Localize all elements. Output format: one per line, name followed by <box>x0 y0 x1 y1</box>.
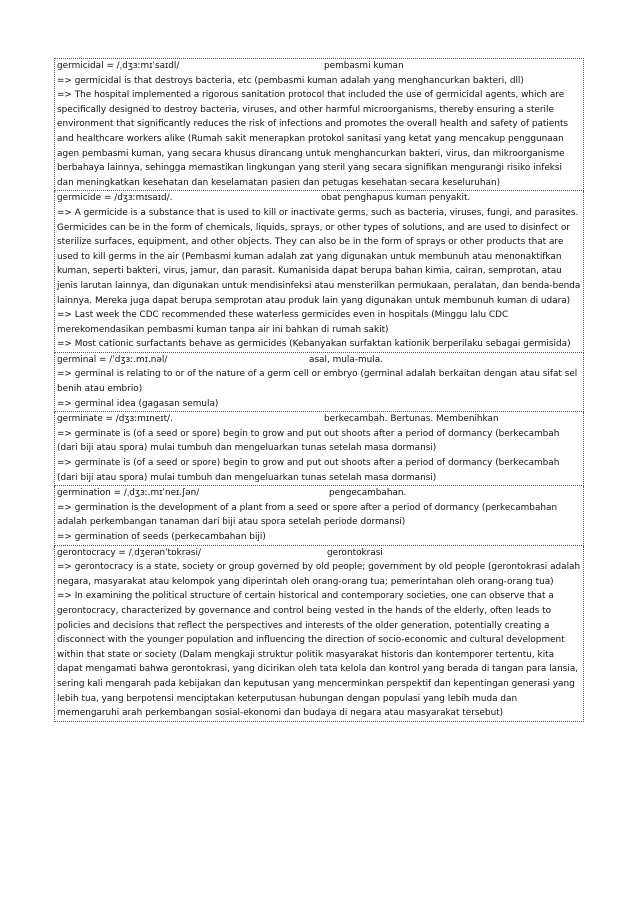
headword: gerontocracy = /ˌdʒerənˈtɒkrəsi/ <box>57 547 201 558</box>
entry-germinal <box>54 353 584 412</box>
example-line: => The hospital implemented a rigorous sanitation protocol that included the use of germicidal agents, which are specifically designed to destroy bacteria, viruses, and other harmful microorganisms, thereby ensuring a sterile environment that significantly reduces the risk of infections and promotes the overall health and safety of patients and healthcare workers alike (Rumah sakit menerapkan protokol sanitasi yang ketat yang mencakup penggunaan agen pembasmi kuman, yang secara khusus dirancang untuk menghancurkan bakteri, virus, dan mikroorganisme berbahaya lainnya, sehingga memastikan lingkungan yang steril yang secara signifikan mengurangi risiko infeksi dan meningkatkan kesehatan dan keselamatan pasien dan petugas kesehatan secara keseluruhan) <box>57 90 569 188</box>
meaning: berkecambah. Bertunas. Membenihkan <box>324 414 499 425</box>
entry-gerontocracy <box>54 546 584 722</box>
entry-head <box>57 486 581 501</box>
entry-head <box>57 412 581 427</box>
definition-line: => germination is the development of a plant from a seed or spore after a period of dormancy (perkecambahan adalah perkembangan tanaman dari biji atau spora setelah periode dormansi) <box>57 502 558 528</box>
entry-head <box>57 546 581 561</box>
meaning: gerontokrasi <box>327 547 383 558</box>
dictionary-page <box>54 58 584 722</box>
headword: germicidal = /ˌdʒɜːmɪˈsaɪdl/ <box>57 61 180 71</box>
entry-germicide <box>54 191 584 353</box>
example-line: => Most cationic surfactants behave as germicides (Kebanyakan surfaktan kationik berperilaku sebagai germisida) <box>57 339 571 350</box>
meaning: asal, mula-mula. <box>309 354 383 365</box>
example-line: => Last week the CDC recommended these waterless germicides even in hospitals (Minggu lalu CDC merekomendasikan pembasmi kuman tanpa air ini bahkan di rumah sakit) <box>57 310 509 335</box>
entry-head <box>57 191 581 206</box>
definition-line: => germicidal is that destroys bacteria, etc (pembasmi kuman adalah yang menghancurkan bakteri, dll) <box>57 75 524 86</box>
entry-head <box>57 59 581 74</box>
example-line: => germinate is (of a seed or spore) begin to grow and put out shoots after a period of dormancy (berkecambah (dari biji atau spora) mulai tumbuh dan mengeluarkan tunas setelah masa dormansi) <box>57 458 560 483</box>
definition-line: => germinal is relating to or of the nature of a germ cell or embryo (germinal adalah berkaitan dengan atau sifat sel benih atau embrio) <box>57 369 578 395</box>
headword: germicide = /dʒɜːmɪsaɪd/. <box>57 193 173 204</box>
headword: germinal = /ˈdʒɜː.mɪ.nəl/ <box>57 354 168 365</box>
meaning: pengecambahan. <box>329 488 407 499</box>
meaning: pembasmi kuman <box>324 61 404 71</box>
definition-line: => germinate is (of a seed or spore) begin to grow and put out shoots after a period of dormancy (berkecambah (dari biji atau spora) mulai tumbuh dan mengeluarkan tunas setelah masa dormansi) <box>57 428 560 454</box>
definition-line: => A germicide is a substance that is used to kill or inactivate germs, such as bacteria, viruses, fungi, and parasites. Germicides can be in the form of chemicals, liquids, sprays, or other types of solutions, and are used to disinfect or sterilize surfaces, equipment, and other objects. They can also be in the form of sprays or other products that are used to kill germs in the air (Pembasmi kuman adalah zat yang digunakan untuk membunuh atau menonaktifkan kuman, seperti bakteri, virus, jamur, dan parasit. Kumanisida dapat berupa bahan kimia, cairan, semprotan, atau jenis larutan lainnya, dan digunakan untuk mendisinfeksi atau mensterilkan permukaan, peralatan, dan benda-benda lainnya. Mereka juga dapat berupa semprotan atau produk lain yang digunakan untuk membunuh kuman di udara) <box>57 207 581 306</box>
entry-head <box>57 353 581 368</box>
entry-germinate <box>54 412 584 486</box>
entry-germicidal <box>54 58 584 191</box>
headword: germinate = /dʒɜːmɪneɪt/. <box>57 414 173 425</box>
example-line: => germinal idea (gagasan semula) <box>57 398 219 409</box>
entry-germination <box>54 486 584 545</box>
headword: germination = /ˌdʒɜː.mɪˈneɪ.ʃən/ <box>57 488 200 499</box>
example-line: => germination of seeds (perkecambahan biji) <box>57 532 266 542</box>
meaning: obat penghapus kuman penyakit. <box>321 193 471 204</box>
definition-line: => gerontocracy is a state, society or group governed by old people; government by old people (gerontokrasi adalah negara, masyarakat atau kelompok yang diperintah oleh orang-orang tua; pemerintahan oleh orang-orang tua) <box>57 562 581 587</box>
example-line: => In examining the political structure of certain historical and contemporary societies, one can observe that a gerontocracy, characterized by governance and control being vested in the hands of the elderly, often leads to policies and decisions that reflect the perspectives and interests of the older generation, potentially creating a disconnect with the younger population and influencing the direction of socio-economic and cultural development within that state or society (Dalam mengkaji struktur politik masyarakat historis dan kontemporer tertentu, kita dapat mengamati bahwa gerontokrasi, yang dicirikan oleh tata kelola dan kontrol yang berada di tangan para lansia, sering kali mengarah pada kebijakan dan keputusan yang mencerminkan perspektif dan kepentingan generasi yang lebih tua, yang berpotensi menciptakan keterputusan hubungan dengan populasi yang lebih muda dan memengaruhi arah perkembangan sosial-ekonomi dan budaya di negara atau masyarakat tersebut) <box>57 591 579 719</box>
